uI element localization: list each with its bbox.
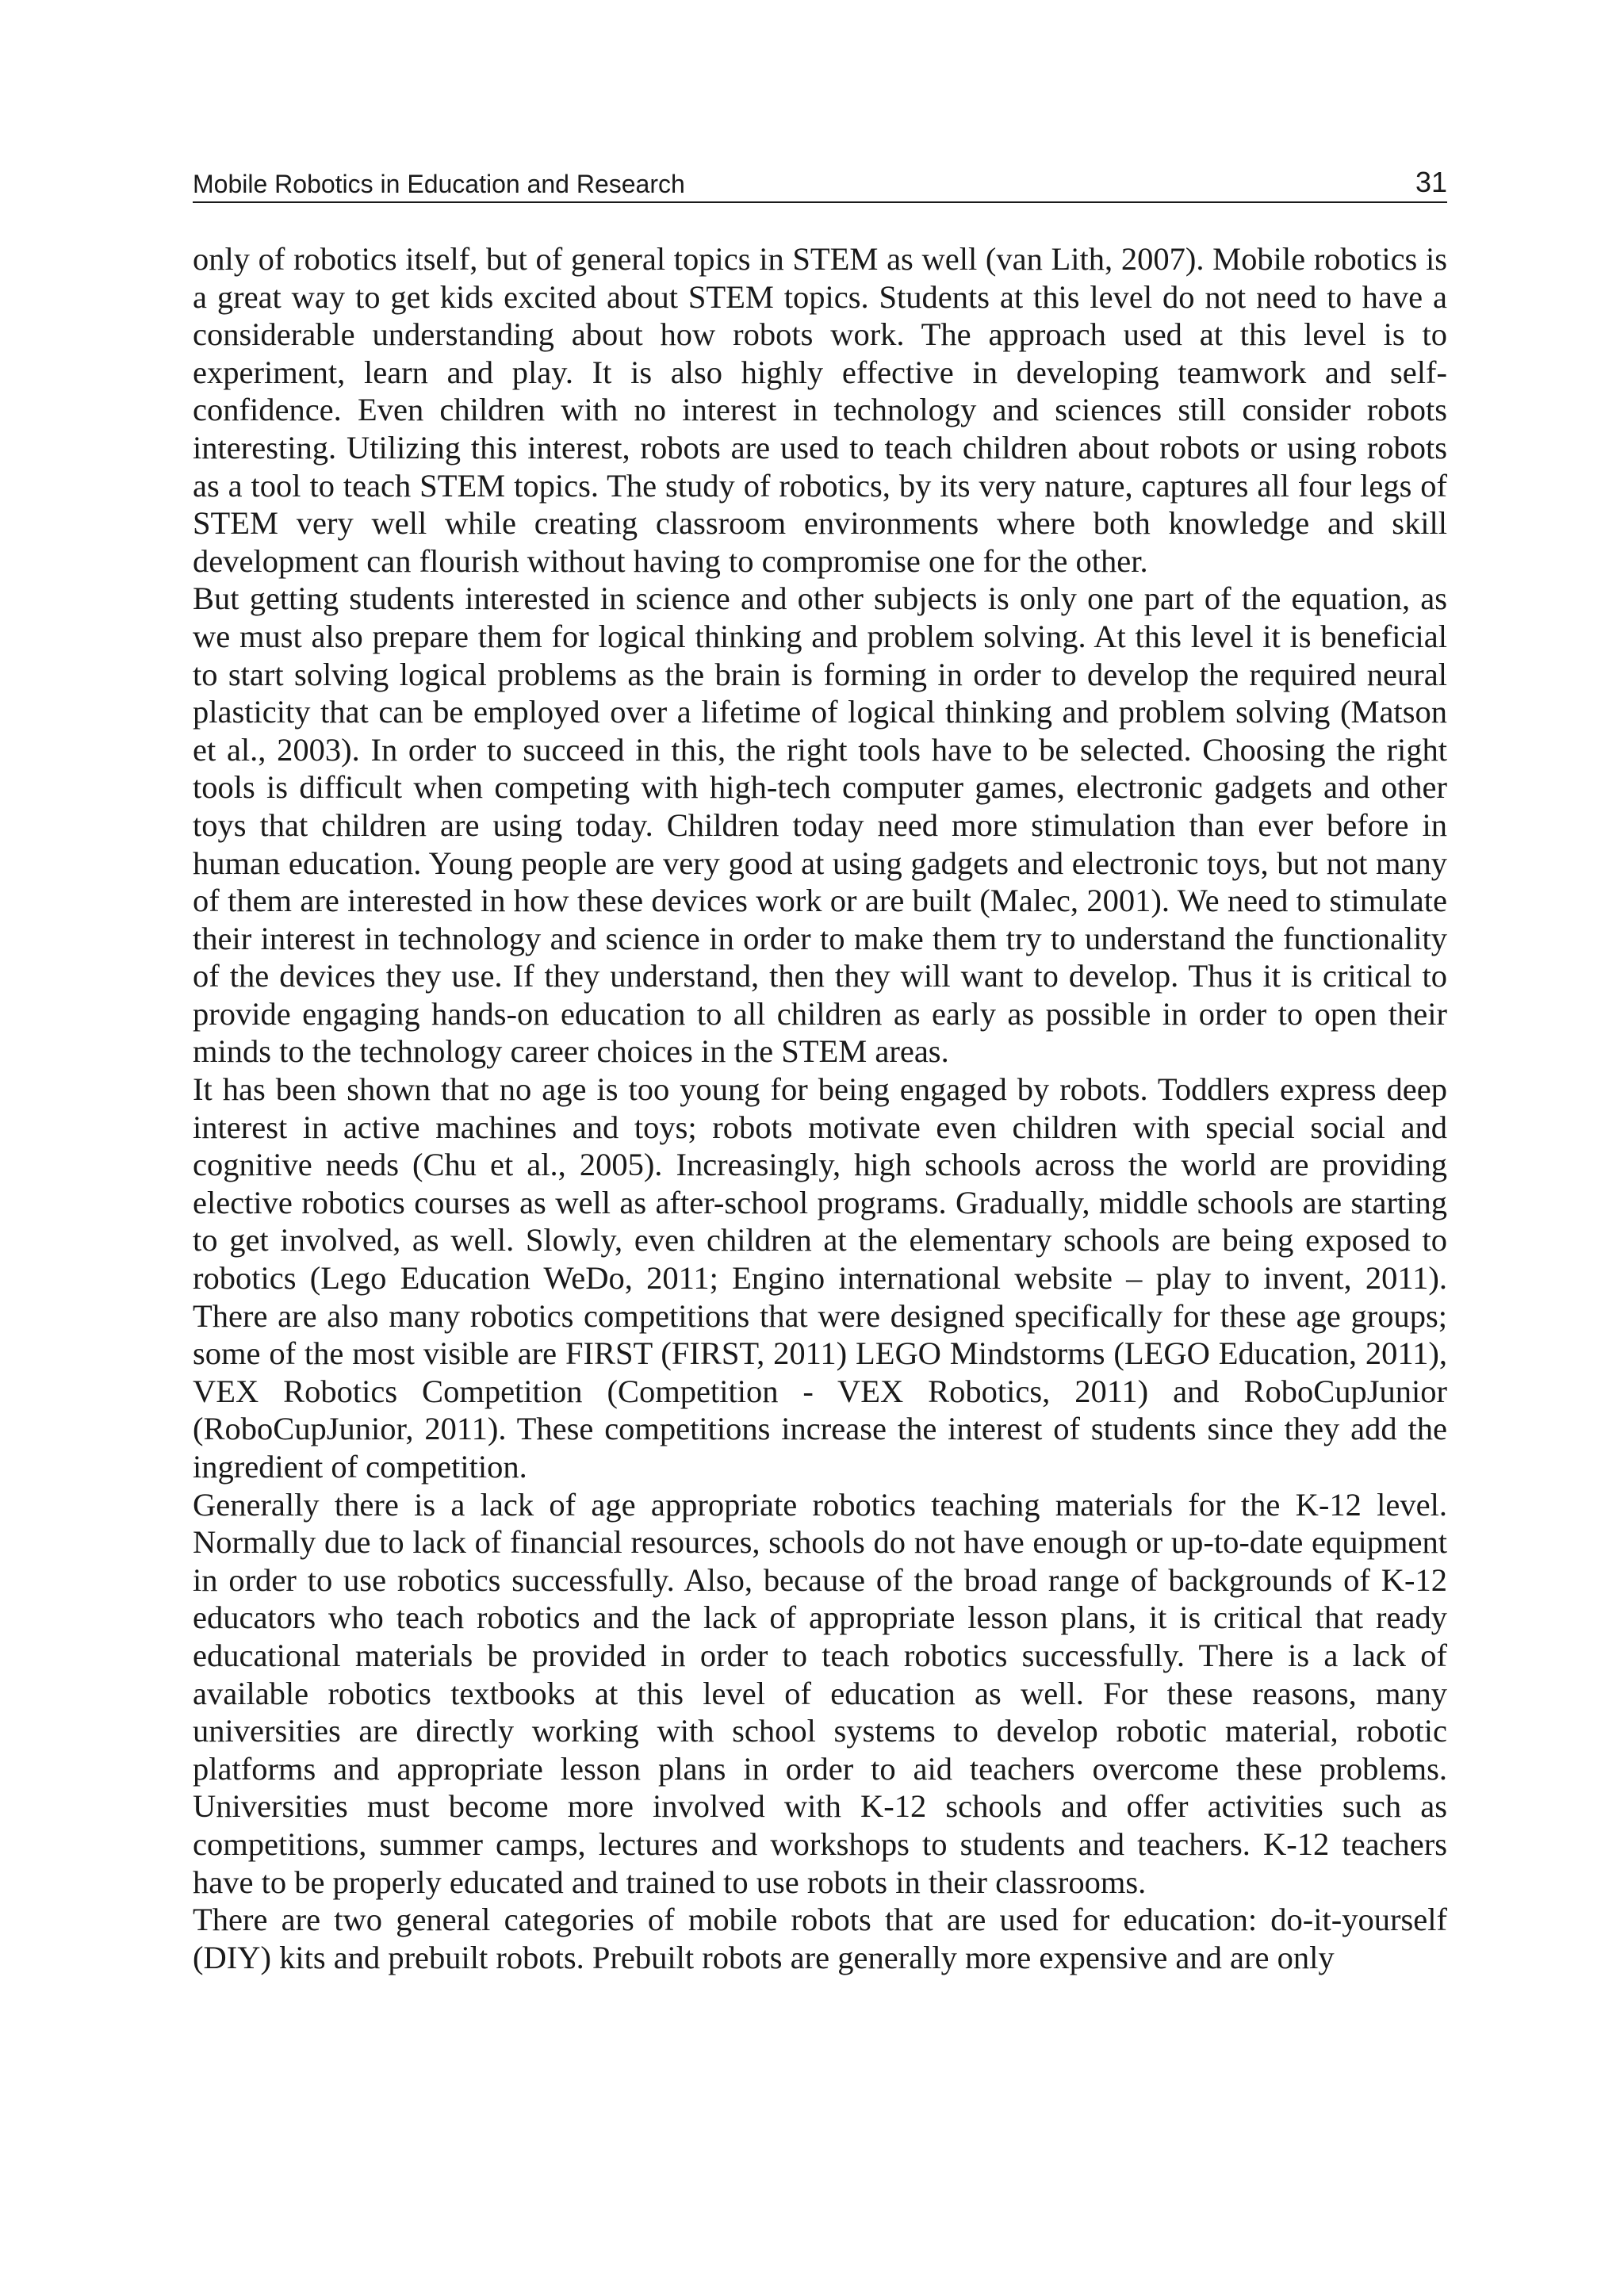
paragraph: only of robotics itself, but of general topics in STEM as well (van Lith, 2007). Mobile robotics is a great way to get kids excited about STEM topics. Students at this level do not need to have a considerable understanding about how robots work. The approach used at this level is to experiment, learn and play. It is also highly effective in developing teamwork and self-confidence. Even children with no interest in technology and sciences still consider robots interesting. Utilizing this interest, robots are used to teach children about robots or using robots as a tool to teach STEM topics. The study of robotics, by its very nature, captures all four legs of STEM very well while creating classroom environments where both knowledge and skill development can flourish without having to compromise one for the other. (193, 241, 1447, 579)
page-number: 31 (1415, 166, 1447, 198)
paragraph: But getting students interested in science and other subjects is only one part of the equation, as we must also prepare them for logical thinking and problem solving. At this level it is beneficial to start solving logical problems as the brain is forming in order to develop the required neural plasticity that can be employed over a lifetime of logical thinking and problem solving (Matson et al., 2003). In order to succeed in this, the right tools have to be selected. Choosing the right tools is difficult when competing with high-tech computer games, electronic gadgets and other toys that children are using today. Children today need more stimulation than ever before in human education. Young people are very good at using gadgets and electronic toys, but not many of them are interested in how these devices work or are built (Malec, 2001). We need to stimulate their interest in technology and science in order to make them try to understand the functionality of the devices they use. If they understand, then they will want to develop. Thus it is critical to provide engaging hands-on education to all children as early as possible in order to open their minds to the technology career choices in the STEM areas. (193, 580, 1447, 1070)
running-title: Mobile Robotics in Education and Research (193, 170, 685, 198)
body-text (193, 240, 1447, 1976)
paragraph: There are two general categories of mobile robots that are used for education: do-it-yourself (DIY) kits and prebuilt robots. Prebuilt robots are generally more expensive and are only (193, 1902, 1447, 1975)
running-header (193, 163, 1447, 203)
paragraph: It has been shown that no age is too young for being engaged by robots. Toddlers express deep interest in active machines and toys; robots motivate even children with special social and cognitive needs (Chu et al., 2005). Increasingly, high schools across the world are providing elective robotics courses as well as after-school programs. Gradually, middle schools are starting to get involved, as well. Slowly, even children at the elementary schools are being exposed to robotics (Lego Education WeDo, 2011; Engino international website – play to invent, 2011). There are also many robotics competitions that were designed specifically for these age groups; some of the most visible are FIRST (FIRST, 2011) LEGO Mindstorms (LEGO Education, 2011), VEX Robotics Competition (Competition - VEX Robotics, 2011) and RoboCupJunior (RoboCupJunior, 2011). These competitions increase the interest of students since they add the ingredient of competition. (193, 1071, 1447, 1485)
paragraph: Generally there is a lack of age appropriate robotics teaching materials for the K-12 level. Normally due to lack of financial resources, schools do not have enough or up-to-date equipment in order to use robotics successfully. Also, because of the broad range of backgrounds of K-12 educators who teach robotics and the lack of appropriate lesson plans, it is critical that ready educational materials be provided in order to teach robotics successfully. There is a lack of available robotics textbooks at this level of education as well. For these reasons, many universities are directly working with school systems to develop robotic material, robotic platforms and appropriate lesson plans in order to aid teachers overcome these problems. Universities must become more involved with K-12 schools and offer activities such as competitions, summer camps, lectures and workshops to students and teachers. K-12 teachers have to be properly educated and trained to use robots in their classrooms. (193, 1486, 1447, 1900)
